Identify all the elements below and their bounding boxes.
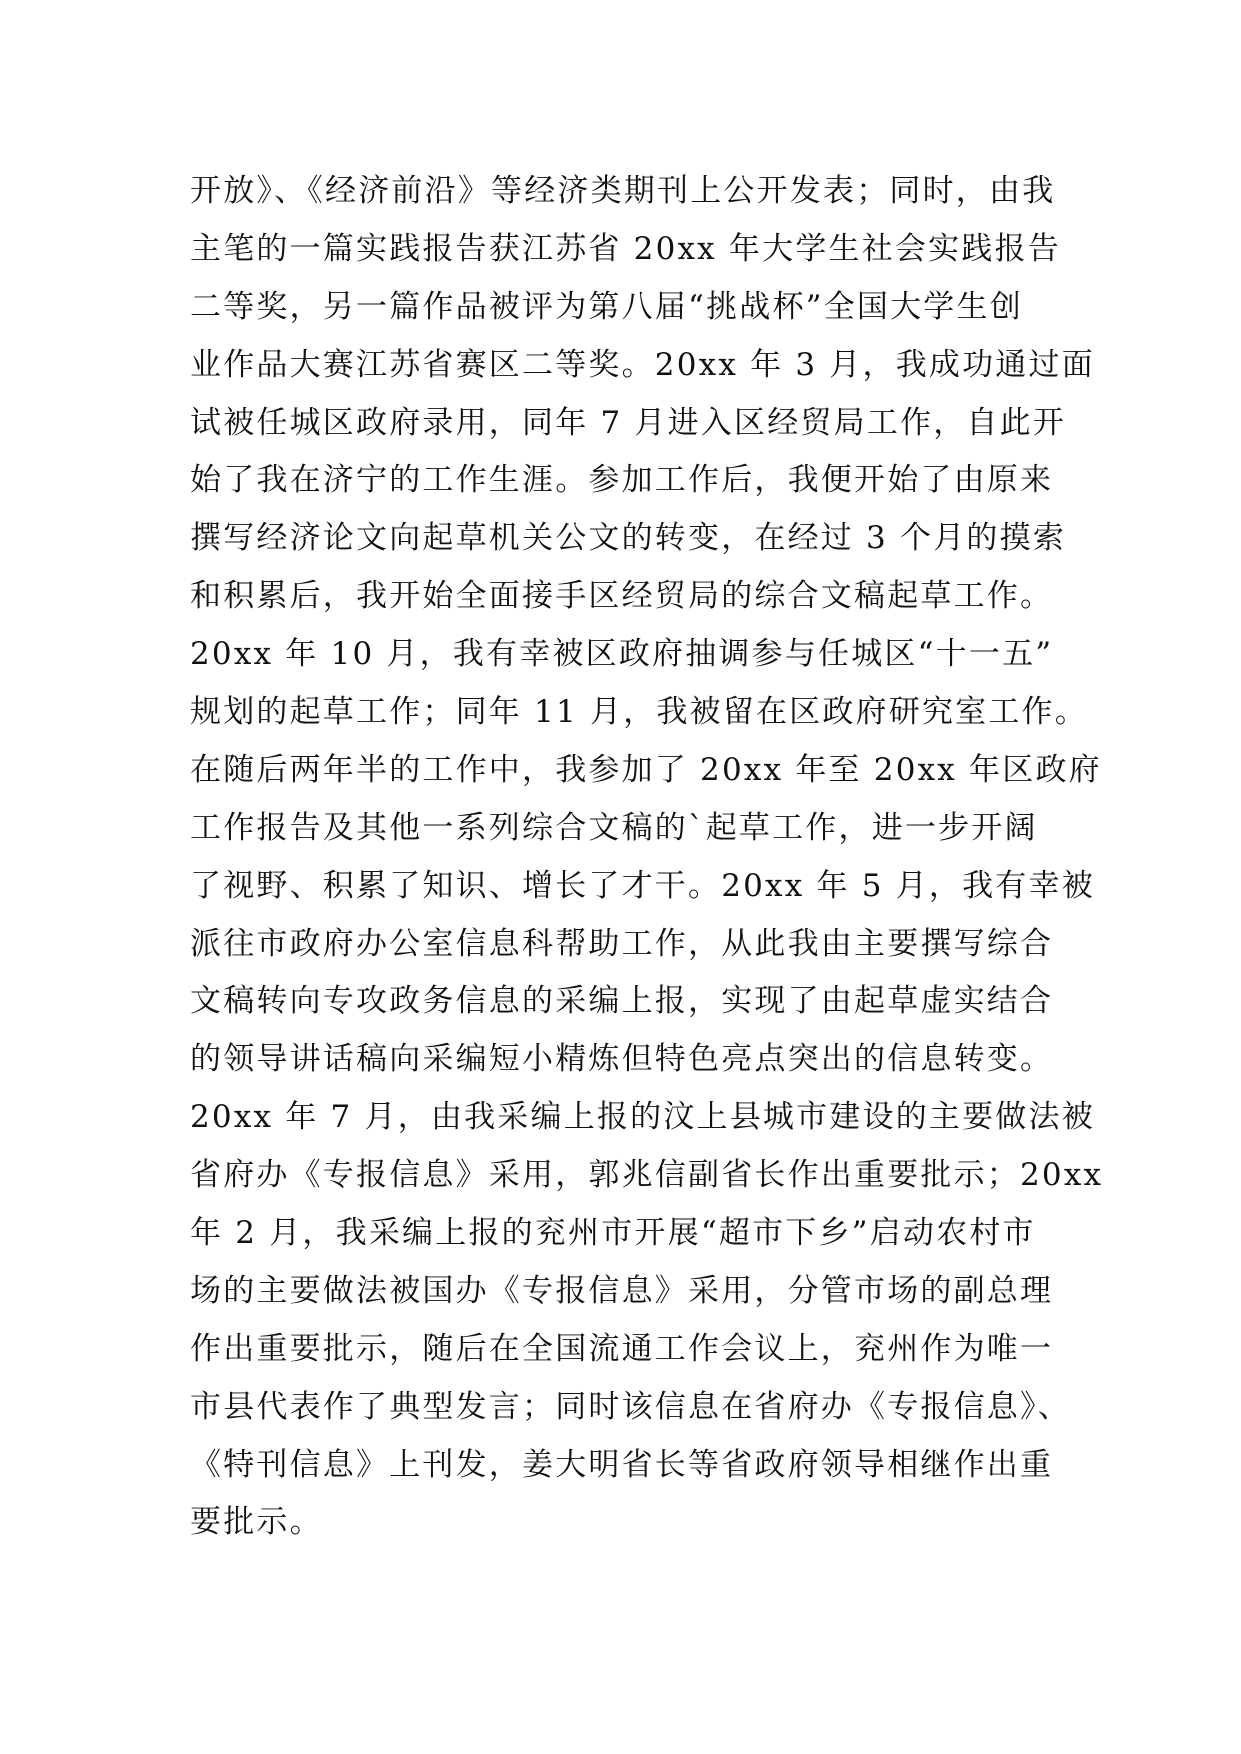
text-line: 试被任城区政府录用，同年 7 月进入区经贸局工作，自此开 [190,404,1067,441]
text-line: 市县代表作了典型发言；同时该信息在省府办《专报信息》、 [190,1388,1071,1425]
text-line: 派往市政府办公室信息科帮助工作，从此我由主要撰写综合 [190,925,1054,962]
text-line: 的领导讲话稿向采编短小精炼但特色亮点突出的信息转变。 [190,1041,1054,1078]
text-line: 作出重要批示，随后在全国流通工作会议上，兖州作为唯一 [190,1330,1054,1367]
text-line: 《特刊信息》上刊发，姜大明省长等省政府领导相继作出重 [190,1446,1054,1483]
text-line: 规划的起草工作；同年 11 月，我被留在区政府研究室工作。 [190,694,1088,731]
text-line: 撰写经济论文向起草机关公文的转变，在经过 3 个月的摸索 [190,520,1067,557]
text-line: 业作品大赛江苏省赛区二等奖。20xx 年 3 月，我成功通过面 [190,346,1095,383]
text-line: 要批示。 [190,1504,323,1541]
text-line: 开放》、《经济前沿》等经济类期刊上公开发表；同时，由我 [190,173,1056,209]
text-line: 20xx 年 10 月，我有幸被区政府抽调参与任城区“十一五” [190,636,1054,673]
body-text [190,163,1104,1552]
text-line: 了视野、积累了知识、增长了才干。20xx 年 5 月，我有幸被 [190,867,1095,904]
text-line: 年 2 月，我采编上报的兖州市开展“超市下乡”启动农村市 [190,1215,1036,1252]
text-line: 和积累后，我开始全面接手区经贸局的综合文稿起草工作。 [190,578,1054,615]
text-line: 始了我在济宁的工作生涯。参加工作后，我便开始了由原来 [190,462,1054,499]
text-line: 场的主要做法被国办《专报信息》采用，分管市场的副总理 [190,1272,1054,1309]
text-line: 20xx 年 7 月，由我采编上报的汶上县城市建设的主要做法被 [190,1099,1095,1136]
text-line: 在随后两年半的工作中，我参加了 20xx 年至 20xx 年区政府 [190,751,1102,788]
text-line: 二等奖，另一篇作品被评为第八届“挑战杯”全国大学生创 [190,288,1023,325]
text-line: 文稿转向专攻政务信息的采编上报，实现了由起草虚实结合 [190,983,1054,1020]
text-line: 工作报告及其他一系列综合文稿的`起草工作，进一步开阔 [190,809,1038,846]
text-line: 主笔的一篇实践报告获江苏省 20xx 年大学生社会实践报告 [190,230,1061,267]
text-line: 省府办《专报信息》采用，郭兆信副省长作出重要批示；20xx [190,1157,1104,1194]
